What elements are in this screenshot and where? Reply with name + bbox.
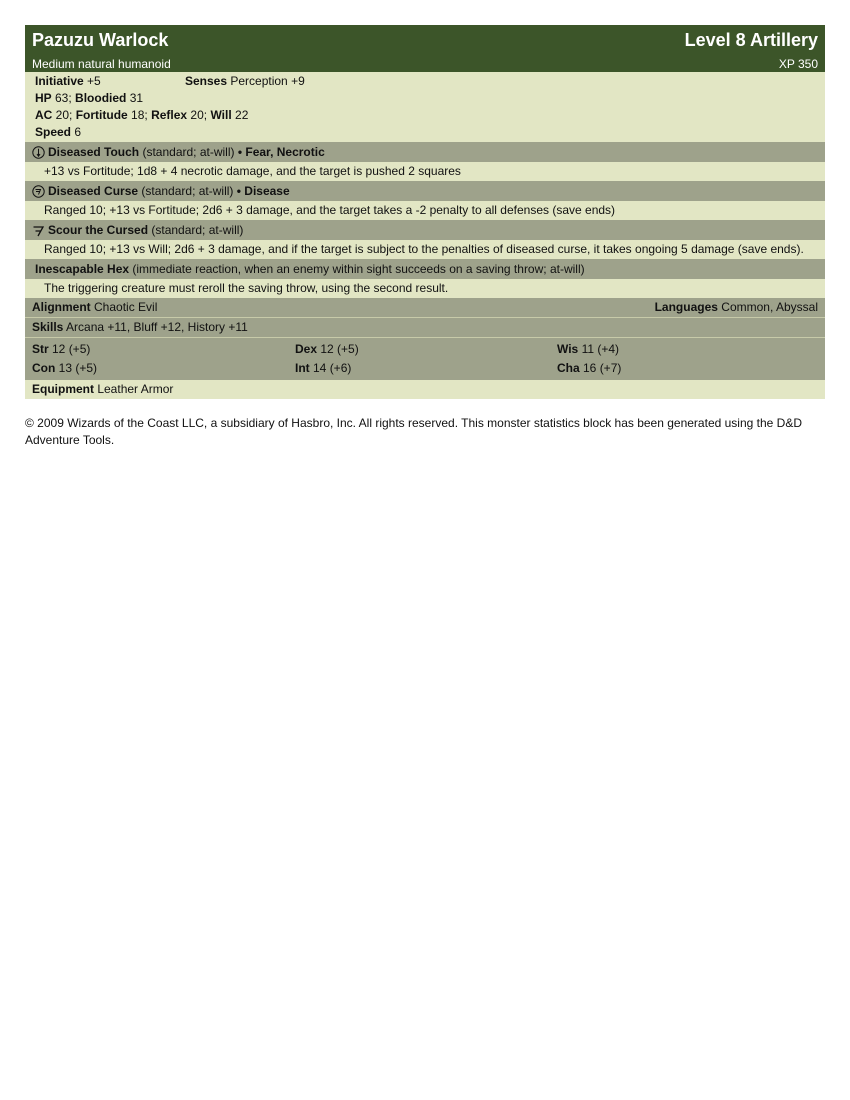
languages: Languages Common, Abyssal (654, 300, 818, 314)
power-usage: (immediate reaction, when an enemy within sight succeeds on a saving throw; at-will) (129, 262, 585, 276)
power-description: The triggering creature must reroll the saving throw, using the second result. (25, 279, 825, 298)
power-header-scour-the-cursed (25, 220, 825, 240)
hit-points: HP 63; Bloodied 31 (35, 91, 144, 105)
power-keywords: • Disease (236, 184, 290, 198)
equipment-row: Equipment Leather Armor (25, 380, 825, 399)
defenses: AC 20; Fortitude 18; Reflex 20; Will 22 (35, 108, 249, 122)
power-name: Scour the Cursed (48, 223, 149, 237)
ability-scores (25, 337, 825, 380)
senses: Senses Perception +9 (185, 74, 305, 88)
power-name: Diseased Touch (48, 145, 140, 159)
monster-type: Medium natural humanoid (32, 56, 171, 71)
ability-str: Str 12 (+5) (32, 342, 91, 356)
core-stats (25, 72, 825, 142)
power-header-diseased-curse (25, 181, 825, 201)
stat-block-header (25, 25, 825, 72)
alignment-row (25, 298, 825, 317)
ranged-basic-attack-icon (32, 185, 45, 198)
skills-row: Skills Arcana +11, Bluff +12, History +11 (25, 317, 825, 337)
power-usage: (standard; at-will) (139, 145, 238, 159)
ability-int: Int 14 (+6) (295, 361, 352, 375)
melee-basic-attack-icon (32, 146, 45, 159)
monster-name: Pazuzu Warlock (32, 29, 169, 50)
monster-level: Level 8 Artillery (684, 29, 818, 50)
ranged-attack-icon (32, 224, 45, 237)
monster-xp: XP 350 (778, 56, 818, 71)
power-header-diseased-touch (25, 142, 825, 162)
power-keywords: • Fear, Necrotic (237, 145, 325, 159)
ability-dex: Dex 12 (+5) (295, 342, 359, 356)
speed: Speed 6 (35, 125, 82, 139)
power-description: +13 vs Fortitude; 1d8 + 4 necrotic damage, and the target is pushed 2 squares (25, 162, 825, 181)
alignment: Alignment Chaotic Evil (32, 300, 158, 314)
power-description: Ranged 10; +13 vs Will; 2d6 + 3 damage, and if the target is subject to the penalties of diseased curse, it takes ongoing 5 damage (save ends). (25, 240, 825, 259)
initiative: Initiative +5 (35, 74, 101, 88)
ability-wis: Wis 11 (+4) (557, 342, 620, 356)
copyright-footer: © 2009 Wizards of the Coast LLC, a subsidiary of Hasbro, Inc. All rights reserved. This monster statistics block has been generated using the D&D Adventure Tools. (25, 416, 802, 447)
power-name: Inescapable Hex (35, 262, 130, 276)
ability-con: Con 13 (+5) (32, 361, 98, 375)
power-usage: (standard; at-will) (148, 223, 244, 237)
ability-cha: Cha 16 (+7) (557, 361, 622, 375)
power-name: Diseased Curse (48, 184, 139, 198)
stat-block (25, 25, 825, 399)
power-description: Ranged 10; +13 vs Fortitude; 2d6 + 3 damage, and the target takes a -2 penalty to all defenses (save ends) (25, 201, 825, 220)
power-usage: (standard; at-will) (138, 184, 237, 198)
power-header-inescapable-hex (25, 259, 825, 279)
